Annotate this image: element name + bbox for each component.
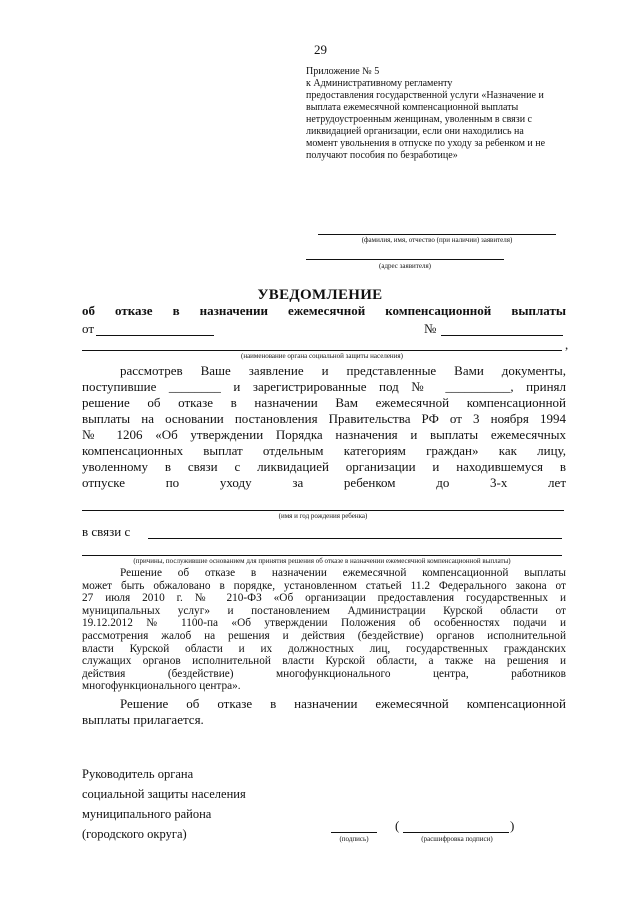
applicant-name-line [318,234,556,235]
child-caption: (имя и год рождения ребенка) [278,512,368,520]
text-line: отпуске по уходу за ребенком до 3-х лет [82,475,566,490]
applicant-name-caption: (фамилия, имя, отчество (при наличии) заявителя) [361,236,513,244]
applicant-address-caption: (адрес заявителя) [379,262,431,270]
text-line: рассмотрев Ваше заявление и представленные Вами документы, [120,363,566,378]
signer-line: муниципального района [82,807,212,821]
text-line: уволенному в связи с ликвидацией организации и находившемуся в [82,459,566,474]
annex-line: предоставления государственной услуги «Назначение и [306,90,544,101]
number-label: № [424,321,437,336]
annex-title: Приложение № 5 [306,66,380,77]
signature-line [331,832,377,833]
reason-field-line-2 [82,555,562,556]
text-line: решение об отказе в назначении Вам ежемесячной компенсационной [82,395,566,410]
text-line: поступившие ________ и зарегистрированные под № __________, принял [82,379,566,394]
reason-label: в связи с [82,524,131,539]
annex-line: получают пособия по безработице» [306,150,458,161]
signature-caption: (подпись) [339,835,369,843]
text-line: власти Курской области и их должностных лиц, государственных гражданских [82,642,566,655]
reason-caption: (причины, послужившие основанием для принятия решения об отказе в назначении ежемесячной компенсационной выплаты) [133,557,511,565]
annex-line: выплата ежемесячной компенсационной выплаты [306,102,519,113]
text-line: № 1206 «Об утверждении Порядка назначения и выплаты ежемесячных [82,427,566,442]
paragraph-attachment [82,696,566,728]
close-paren: ) [510,818,515,833]
number-field-line [441,335,563,336]
notice-title: УВЕДОМЛЕНИЕ [257,287,383,303]
signer-position [82,764,322,844]
notice-subtitle: об отказе в назначении ежемесячной компенсационной выплаты [82,303,566,318]
decode-caption: (расшифровка подписи) [421,835,493,843]
text-line: Решение об отказе в назначении ежемесячной компенсационной [120,696,566,711]
paragraph-appeal [82,567,566,693]
annex-line: нетрудоустроенным женщинам, уволенным в связи с [306,114,532,125]
text-line: служащих органов исполнительной власти Курской области, а также на решения и [82,655,566,668]
text-line: 19.12.2012 № 1100-па «Об утверждении Положения об особенностях подачи и [82,617,566,630]
annex-line: ликвидацией организации, если они находились на [306,126,524,137]
org-field-line [82,350,562,351]
text-line: выплаты прилагается. [82,712,204,727]
text-line: выплаты на основании постановления Правительства РФ от 3 ноября 1994 [82,411,566,426]
page-number: 29 [314,42,327,57]
from-label: от [82,321,95,336]
decode-line [403,832,509,833]
child-field-line [82,510,564,511]
paragraph-decision [82,363,566,491]
reason-field-line-1 [148,538,562,539]
text-line: рассмотрения жалоб на решения и действия (бездействие) органов исполнительной [82,629,566,642]
open-paren: ( [395,818,400,833]
text-line: компенсационных выплат отдельным категориям граждан» как лицу, [82,443,566,458]
org-comma: , [565,337,569,352]
signer-line: Руководитель органа [82,767,194,781]
text-line: может быть обжаловано в порядке, установленном статьей 11.2 Федерального закона от [82,579,566,592]
annex-block [306,66,606,162]
text-line: Решение об отказе в назначении ежемесячной компенсационной выплаты [120,567,566,579]
annex-line: к Административному регламенту [306,78,453,89]
text-line: 27 июля 2010 г. № 210-ФЗ «Об организации предоставления государственных и [82,592,566,605]
org-caption: (наименование органа социальной защиты населения) [241,352,403,360]
date-field-line [96,335,214,336]
annex-line: момент увольнения в отпуске по уходу за ребенком и не [306,138,546,149]
text-line: муниципальных услуг» и постановлением Администрации Курской области от [82,604,566,617]
text-line: действия (бездействие) многофункционального центра, работников [82,667,566,680]
applicant-address-line [306,259,504,260]
signer-line: (городского округа) [82,827,187,841]
text-line: многофункционального центра». [82,680,241,693]
signer-line: социальной защиты населения [82,787,246,801]
